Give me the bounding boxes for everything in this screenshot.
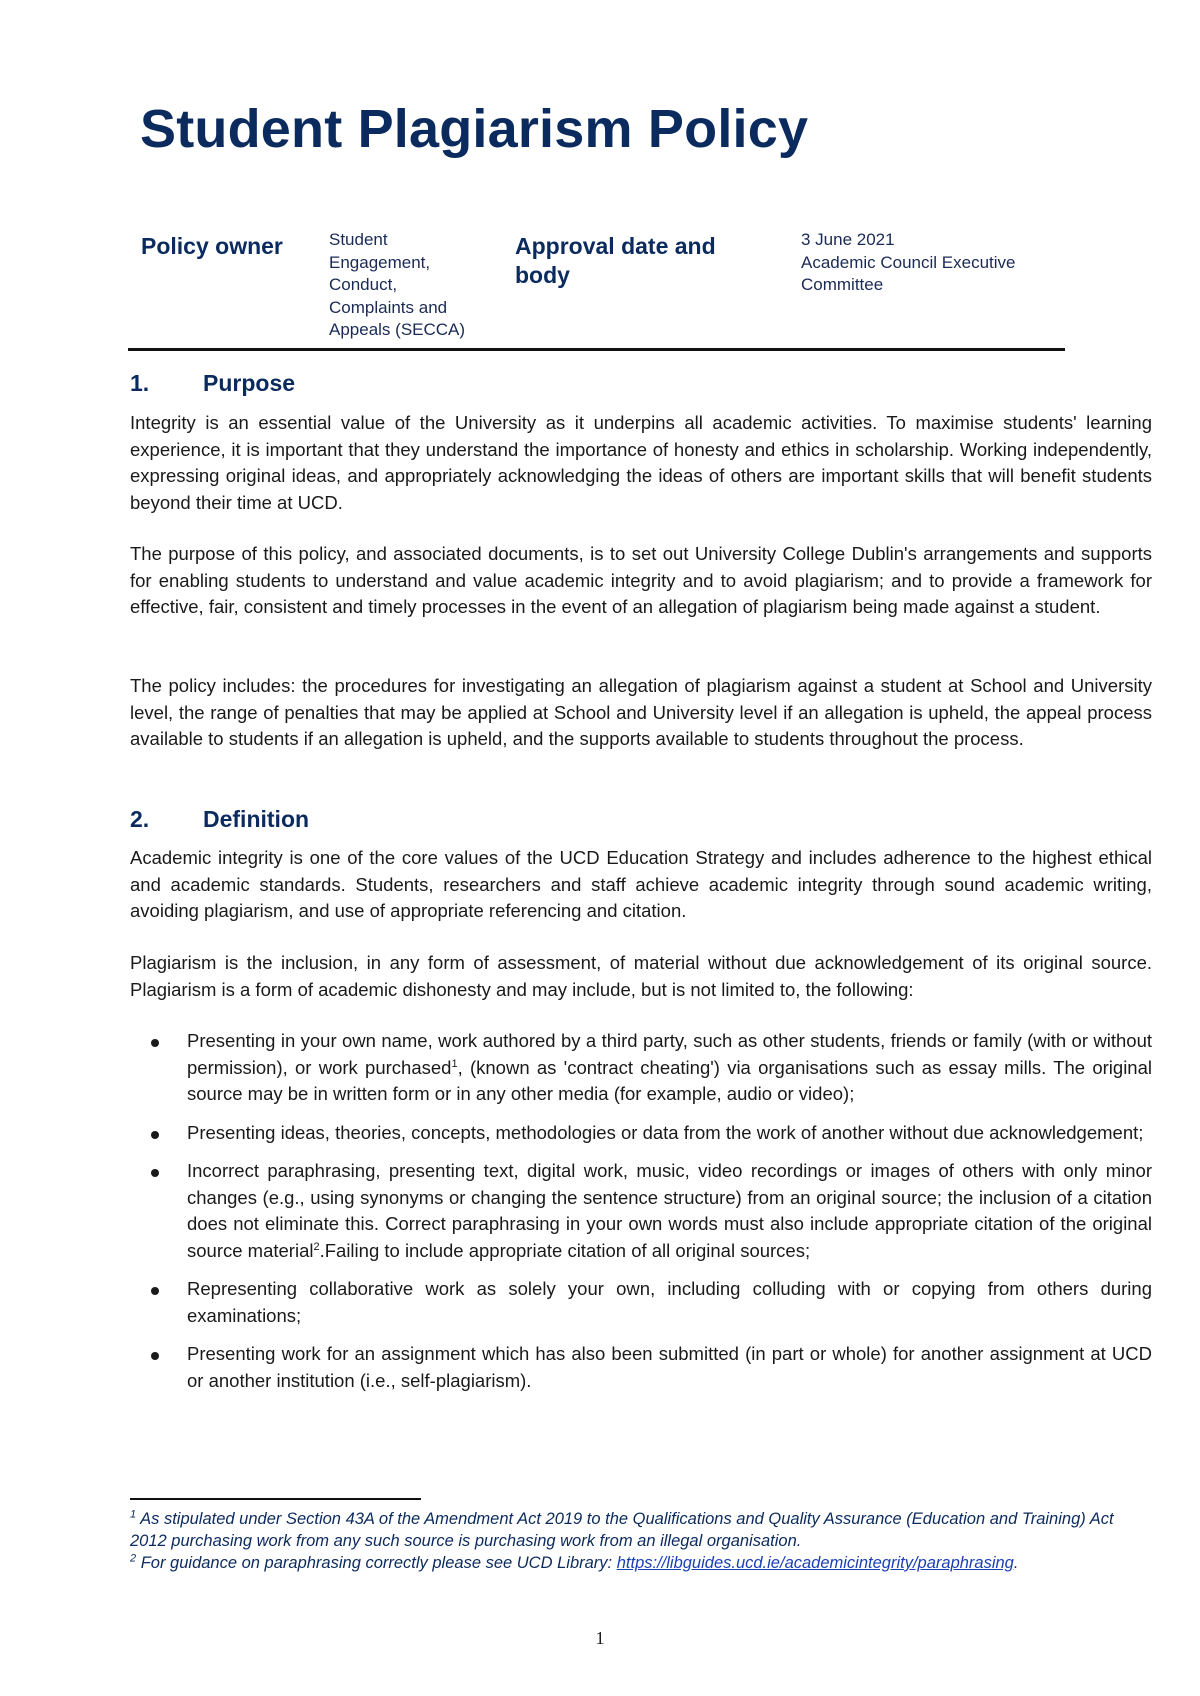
page-number: 1 bbox=[595, 1628, 605, 1648]
footnote-separator bbox=[130, 1498, 421, 1500]
approval-line: Academic Council Executive bbox=[801, 252, 1016, 272]
approval-value bbox=[801, 229, 1051, 297]
footnote-1 bbox=[130, 1508, 1152, 1552]
footnote-marker: 2 bbox=[130, 1552, 137, 1565]
list-item bbox=[130, 1276, 1152, 1329]
list-item-text: Presenting ideas, theories, concepts, methodologies or data from the work of another without due acknowledgement; bbox=[187, 1121, 1144, 1143]
policy-owner-line: Complaints and bbox=[329, 297, 448, 317]
list-item-text: Incorrect paraphrasing, presenting text, digital work, music, video recordings or images of others with only minor changes (e.g., using synonyms or changing the sentence structure) from an original source; the inclusion of a citation does not eliminate this. Correct paraphrasing in your own words must also include appropriate citation of the original source material bbox=[187, 1160, 1152, 1261]
definition-paragraph-2: Plagiarism is the inclusion, in any form of assessment, of material without due acknowledgement of its original source. Plagiarism is a form of academic dishonesty and may include, but is not limited to, the following: bbox=[130, 952, 1152, 1000]
footnote-marker: 1 bbox=[130, 1508, 137, 1521]
approval-label: Approval date and body bbox=[515, 233, 716, 288]
bullet-icon bbox=[151, 1169, 159, 1177]
footnote-text: . bbox=[1013, 1554, 1019, 1572]
footnote-2 bbox=[130, 1552, 1152, 1574]
section-heading-definition bbox=[130, 806, 309, 833]
section-heading-purpose bbox=[130, 370, 295, 397]
purpose-paragraph-3: The policy includes: the procedures for investigating an allegation of plagiarism against a student at School and University level, the range of penalties that may be applied at School and University level if an allegation is upheld, the appeal process available to students if an allegation is upheld, and the supports available to students throughout the process. bbox=[130, 675, 1152, 749]
list-item-text: , (known as 'contract cheating') via organisations such as essay mills. The original source may be in written form or in any other media (for example, audio or video); bbox=[187, 1056, 1152, 1104]
paraphrasing-guide-link[interactable]: https://libguides.ucd.ie/academicintegrity/paraphrasing bbox=[616, 1554, 1014, 1572]
policy-owner-value bbox=[329, 229, 479, 342]
list-item-text: Presenting work for an assignment which has also been submitted (in part or whole) for another assignment at UCD or another institution (i.e., self-plagiarism). bbox=[187, 1343, 1152, 1391]
list-item-text: Representing collaborative work as solely your own, including colluding with or copying from others during examinations; bbox=[187, 1278, 1152, 1326]
policy-owner-line: Student bbox=[329, 230, 388, 249]
list-item bbox=[130, 1158, 1152, 1264]
footnote-text: For guidance on paraphrasing correctly please see UCD Library: bbox=[140, 1554, 617, 1572]
policy-owner-label: Policy owner bbox=[141, 233, 283, 259]
policy-owner-line: Conduct, bbox=[329, 275, 398, 294]
list-item bbox=[130, 1028, 1152, 1108]
page-title: Student Plagiarism Policy bbox=[140, 99, 809, 159]
policy-owner-line: Appeals (SECCA) bbox=[329, 320, 466, 339]
section-number: 2. bbox=[130, 806, 150, 832]
bullet-icon bbox=[151, 1352, 159, 1360]
purpose-paragraph-1: Integrity is an essential value of the University as it underpins all academic activities. To maximise students' learning experience, it is important that they understand the importance of honesty and ethics in scholarship. Working independently, expressing original ideas, and appropriately acknowledging the ideas of others are important skills that will benefit students beyond their time at UCD. bbox=[130, 412, 1152, 513]
section-title: Purpose bbox=[203, 370, 296, 396]
footnote-ref: 1 bbox=[451, 1057, 458, 1070]
approval-line: 3 June 2021 bbox=[801, 230, 895, 249]
purpose-paragraph-2: The purpose of this policy, and associated documents, is to set out University College Dublin's arrangements and supports for enabling students to understand and value academic integrity and to avoid plagiarism; and to provide a framework for effective, fair, consistent and timely processes in the event of an allegation of plagiarism being made against a student. bbox=[130, 543, 1152, 617]
footnote-text: As stipulated under Section 43A of the Amendment Act 2019 to the Qualifications and Quality Assurance (Education and Training) Act 2012 purchasing work from any such source is purchasing work from an illegal organisation. bbox=[130, 1510, 1114, 1550]
list-item-text: .Failing to include appropriate citation of all original sources; bbox=[319, 1239, 811, 1261]
bullet-icon bbox=[151, 1039, 159, 1047]
plagiarism-forms-list bbox=[130, 1028, 1152, 1406]
definition-paragraph-1: Academic integrity is one of the core values of the UCD Education Strategy and includes adherence to the highest ethical and academic standards. Students, researchers and staff achieve academic integrity through sound academic writing, avoiding plagiarism, and use of appropriate referencing and citation. bbox=[130, 847, 1152, 921]
policy-meta-table bbox=[128, 230, 1065, 351]
list-item bbox=[130, 1120, 1152, 1147]
policy-owner-line: Engagement, bbox=[329, 252, 431, 272]
list-item bbox=[130, 1341, 1152, 1394]
approval-line: Committee bbox=[801, 275, 884, 294]
bullet-icon bbox=[151, 1131, 159, 1139]
bullet-icon bbox=[151, 1287, 159, 1295]
list-item-text: Presenting in your own name, work authored by a third party, such as other students, friends or family (with or without permission), or work purchased bbox=[187, 1030, 1152, 1078]
section-title: Definition bbox=[203, 806, 310, 832]
footnote-ref: 2 bbox=[313, 1240, 320, 1253]
section-number: 1. bbox=[130, 370, 150, 396]
